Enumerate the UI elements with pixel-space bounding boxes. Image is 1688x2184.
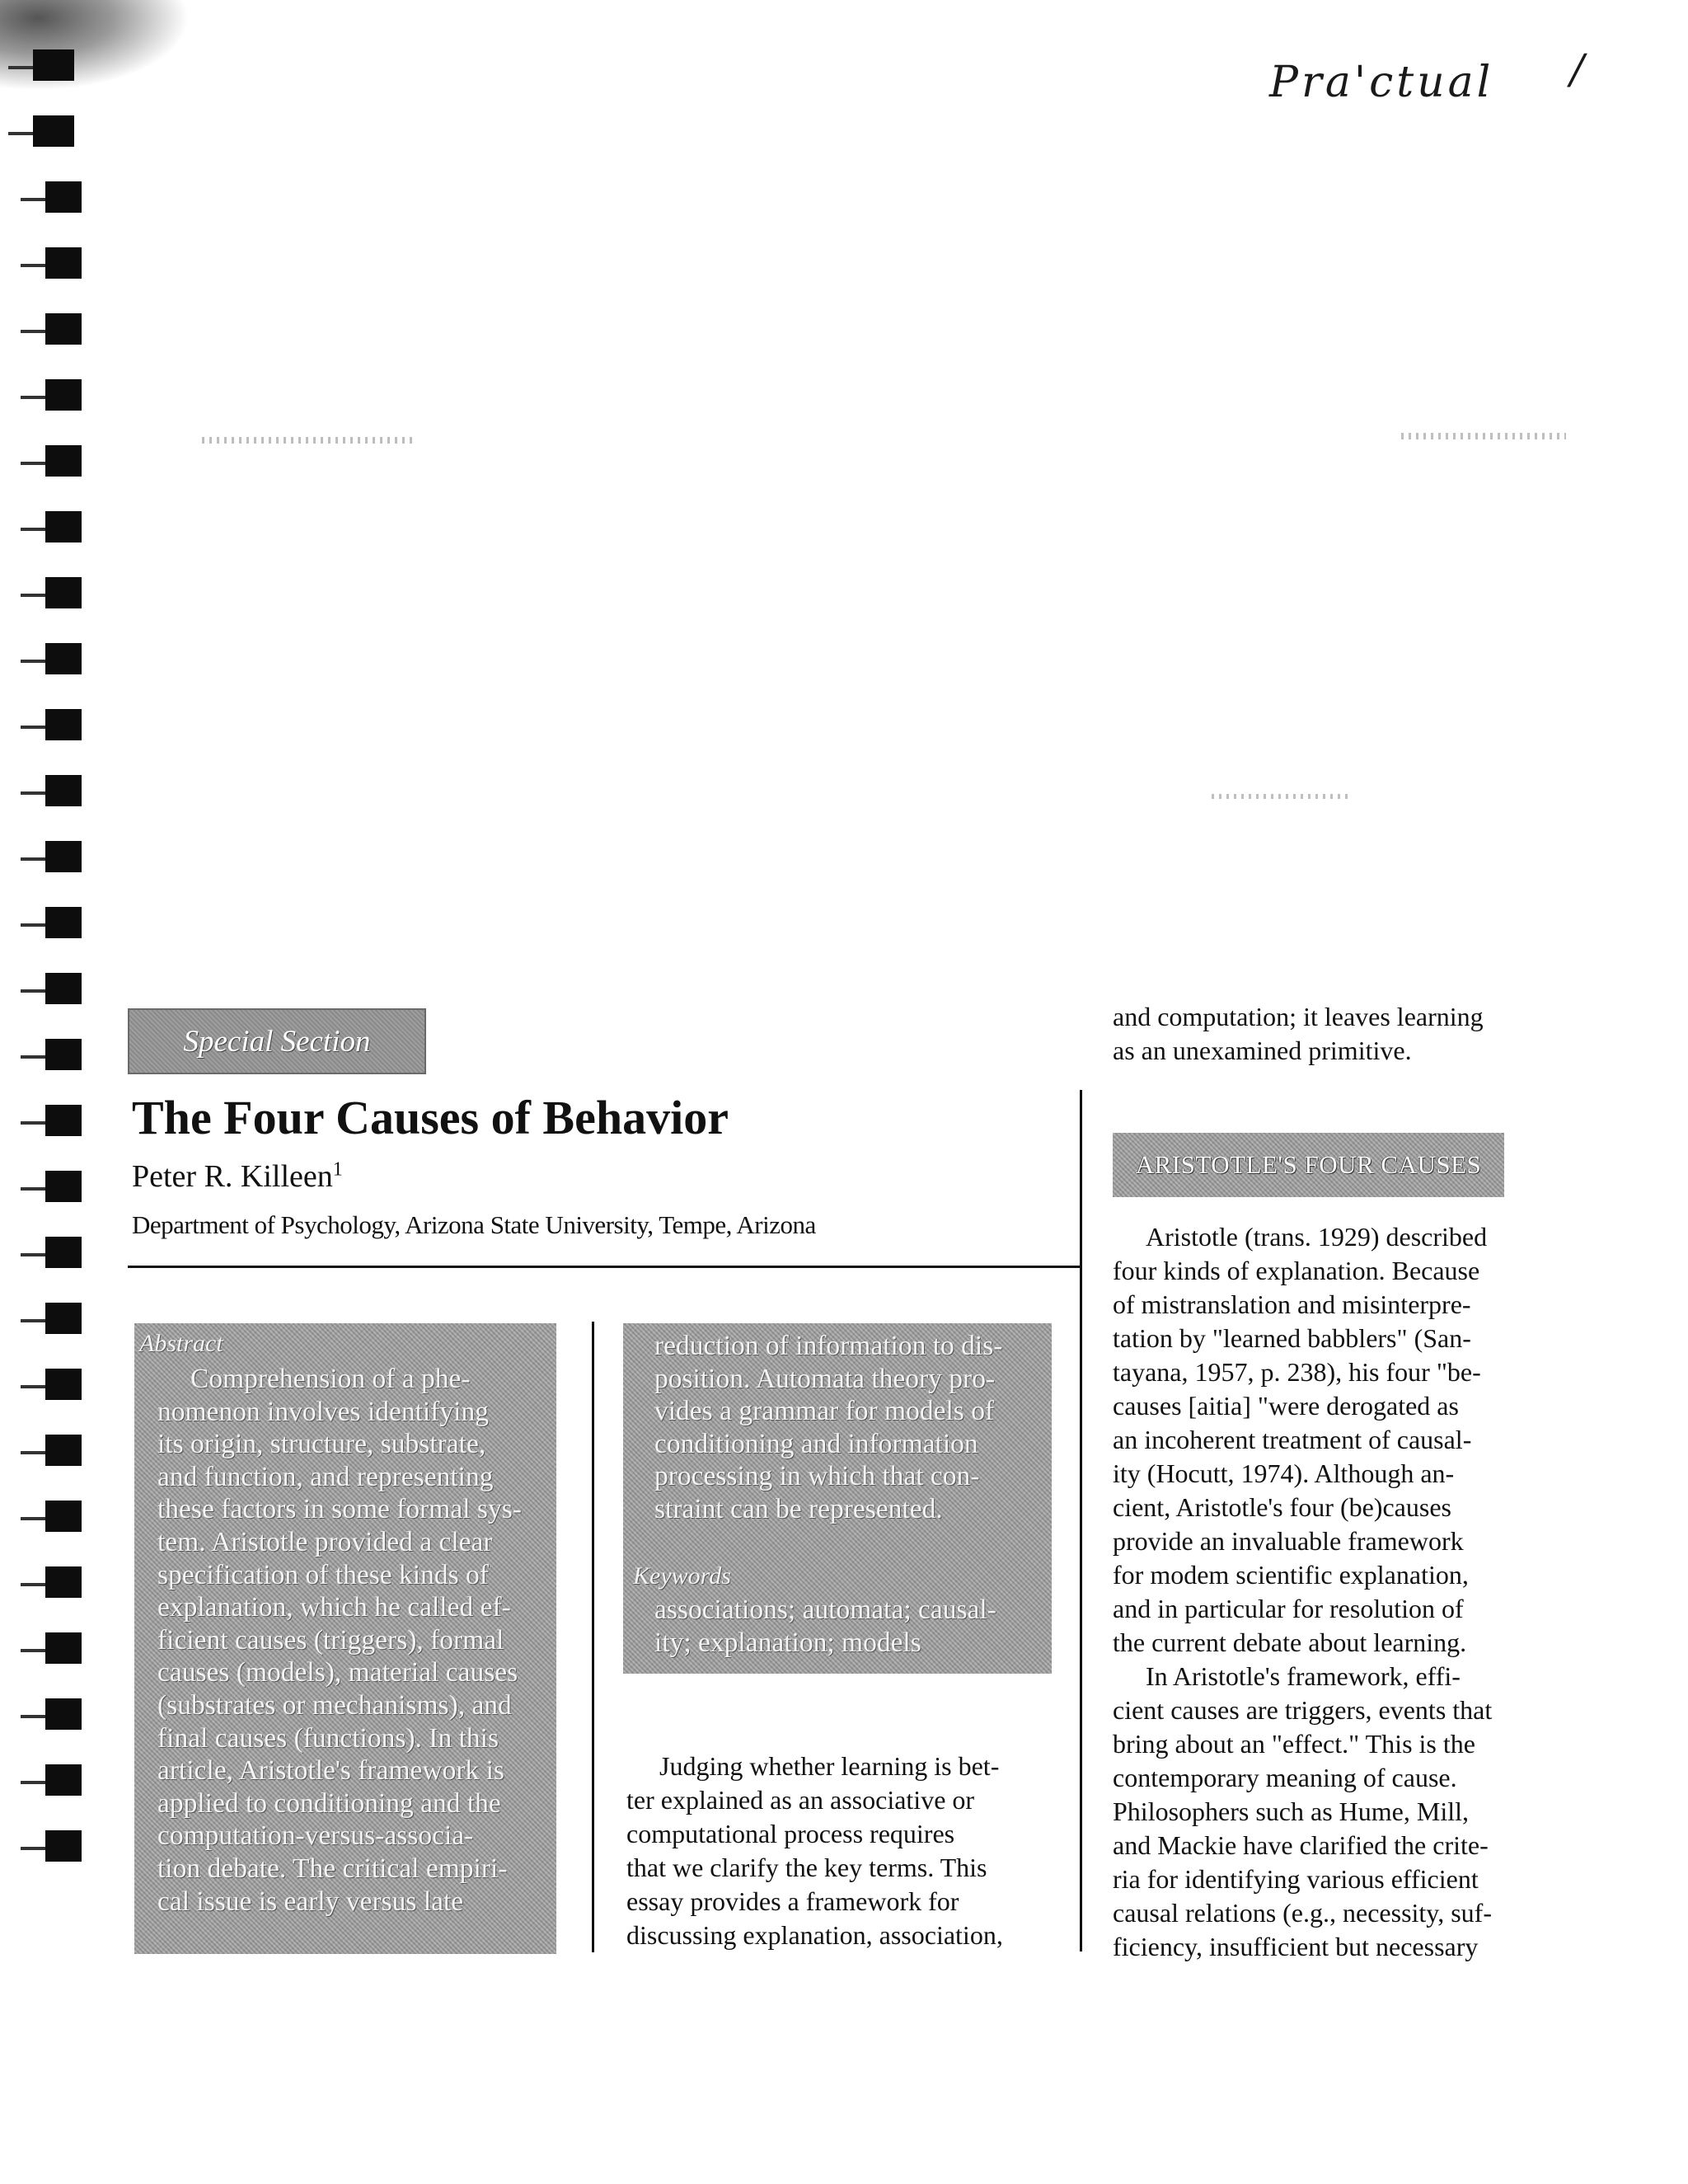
author-line xyxy=(132,1158,343,1195)
column-3-body-text xyxy=(1113,1220,1550,1964)
text-line: causes (models), material causes xyxy=(157,1657,518,1688)
binding-hole xyxy=(45,1435,82,1466)
binding-hole xyxy=(45,181,82,213)
binding-hole xyxy=(45,247,82,279)
author-footnote-mark: 1 xyxy=(332,1158,343,1181)
article-title: The Four Causes of Behavior xyxy=(132,1091,729,1144)
text-line: position. Automata theory pro- xyxy=(654,1363,996,1394)
binding-holes xyxy=(0,0,99,2184)
column-rule-1 xyxy=(592,1322,594,1952)
binding-hole xyxy=(45,1171,82,1202)
binding-hole xyxy=(45,313,82,345)
column-2-text xyxy=(626,1750,1059,1952)
binding-hole xyxy=(45,1105,82,1136)
binding-hole xyxy=(45,1501,82,1532)
binding-hole xyxy=(33,115,74,147)
binding-hole xyxy=(33,49,74,81)
text-line: vides a grammar for models of xyxy=(654,1396,995,1427)
abstract-box xyxy=(134,1323,556,1954)
text-line: the current debate about learning. xyxy=(1113,1627,1467,1657)
binding-hole xyxy=(45,709,82,740)
text-line: final causes (functions). In this xyxy=(157,1722,499,1754)
abstract-continuation-text xyxy=(654,1330,1002,1526)
text-line: associations; automata; causal- xyxy=(654,1595,996,1625)
text-line: causal relations (e.g., necessity, suf- xyxy=(1113,1898,1492,1928)
binding-hole xyxy=(45,775,82,806)
text-line: ficiency, insufficient but necessary xyxy=(1113,1932,1479,1961)
column-rule-2 xyxy=(1080,1090,1082,1952)
binding-hole xyxy=(45,1369,82,1400)
text-line: straint can be represented. xyxy=(654,1493,943,1524)
text-line: specification of these kinds of xyxy=(157,1559,489,1590)
text-line: applied to conditioning and the xyxy=(157,1787,501,1819)
text-line: In Aristotle's framework, effi- xyxy=(1146,1661,1461,1691)
text-line: of mistranslation and misinterpre- xyxy=(1113,1289,1471,1319)
text-line: and in particular for resolution of xyxy=(1113,1594,1464,1623)
text-line: tayana, 1957, p. 238), his four "be- xyxy=(1113,1357,1481,1387)
page-marker: / xyxy=(1570,45,1584,93)
text-line: processing in which that con- xyxy=(654,1461,980,1492)
abstract-text xyxy=(157,1363,522,1918)
text-line: cient, Aristotle's four (be)causes xyxy=(1113,1492,1451,1522)
text-line: provide an invaluable framework xyxy=(1113,1526,1464,1556)
text-line: Comprehension of a phe- xyxy=(190,1364,471,1394)
abstract-label: Abstract xyxy=(139,1330,223,1357)
text-line: explanation, which he called ef- xyxy=(157,1592,511,1623)
author-affiliation: Department of Psychology, Arizona State University, Tempe, Arizona xyxy=(132,1210,816,1239)
scan-speckle xyxy=(1401,433,1566,439)
text-line: an incoherent treatment of causal- xyxy=(1113,1425,1472,1454)
text-line: ficient causes (triggers), formal xyxy=(157,1624,504,1656)
binding-hole xyxy=(45,973,82,1004)
binding-hole xyxy=(45,1237,82,1268)
binding-hole xyxy=(45,445,82,477)
binding-hole xyxy=(45,841,82,872)
handwritten-label: Pra'ctual xyxy=(1269,58,1494,107)
abstract-continuation-box xyxy=(623,1323,1052,1674)
binding-hole xyxy=(45,1303,82,1334)
text-line: cal issue is early versus late xyxy=(157,1886,464,1917)
text-line: and computation; it leaves learning xyxy=(1113,1002,1484,1031)
text-line: (substrates or mechanisms), and xyxy=(157,1689,512,1721)
text-line: ter explained as an associative or xyxy=(626,1785,975,1815)
text-line: discussing explanation, association, xyxy=(626,1920,1003,1950)
binding-hole xyxy=(45,1698,82,1730)
header-rule xyxy=(128,1266,1080,1268)
text-line: computation-versus-associa- xyxy=(157,1820,474,1852)
binding-hole xyxy=(45,577,82,608)
section-label: Special Section xyxy=(128,1008,426,1074)
binding-hole xyxy=(45,907,82,938)
column-3-top-text xyxy=(1113,1000,1550,1068)
binding-hole xyxy=(45,1566,82,1598)
binding-hole xyxy=(45,1830,82,1862)
text-line: bring about an "effect." This is the xyxy=(1113,1729,1475,1759)
text-line: tem. Aristotle provided a clear xyxy=(157,1526,493,1557)
binding-hole xyxy=(45,511,82,542)
section-heading: ARISTOTLE'S FOUR CAUSES xyxy=(1113,1133,1504,1197)
binding-hole xyxy=(45,1039,82,1070)
text-line: Judging whether learning is bet- xyxy=(659,1751,1000,1781)
text-line: nomenon involves identifying xyxy=(157,1396,489,1427)
binding-hole xyxy=(45,1632,82,1664)
text-line: tion debate. The critical empiri- xyxy=(157,1853,508,1884)
text-line: and function, and representing xyxy=(157,1461,494,1492)
keywords-label: Keywords xyxy=(633,1562,731,1590)
scan-speckle xyxy=(202,437,416,444)
keywords-text xyxy=(654,1594,996,1659)
text-line: ria for identifying various efficient xyxy=(1113,1864,1479,1894)
text-line: that we clarify the key terms. This xyxy=(626,1853,987,1882)
text-line: ity; explanation; models xyxy=(654,1627,921,1658)
text-line: as an unexamined primitive. xyxy=(1113,1036,1412,1065)
text-line: Aristotle (trans. 1929) described xyxy=(1146,1222,1488,1252)
author-name: Peter R. Killeen xyxy=(132,1159,333,1194)
text-line: computational process requires xyxy=(626,1819,955,1848)
binding-hole xyxy=(45,643,82,674)
text-line: contemporary meaning of cause. xyxy=(1113,1763,1457,1792)
text-line: its origin, structure, substrate, xyxy=(157,1429,486,1460)
text-line: causes [aitia] "were derogated as xyxy=(1113,1391,1459,1421)
text-line: conditioning and information xyxy=(654,1428,978,1459)
text-line: for modem scientific explanation, xyxy=(1113,1560,1469,1590)
text-line: article, Aristotle's framework is xyxy=(157,1755,504,1787)
text-line: and Mackie have clarified the crite- xyxy=(1113,1830,1489,1860)
text-line: ity (Hocutt, 1974). Although an- xyxy=(1113,1458,1455,1488)
text-line: reduction of information to dis- xyxy=(654,1331,1003,1361)
binding-hole xyxy=(45,1764,82,1796)
text-line: cient causes are triggers, events that xyxy=(1113,1695,1493,1725)
binding-hole xyxy=(45,379,82,411)
text-line: Philosophers such as Hume, Mill, xyxy=(1113,1797,1469,1826)
text-line: tation by "learned babblers" (San- xyxy=(1113,1323,1471,1353)
scan-speckle xyxy=(1212,794,1352,799)
text-line: four kinds of explanation. Because xyxy=(1113,1256,1480,1285)
text-line: essay provides a framework for xyxy=(626,1886,959,1916)
text-line: these factors in some formal sys- xyxy=(157,1494,522,1525)
